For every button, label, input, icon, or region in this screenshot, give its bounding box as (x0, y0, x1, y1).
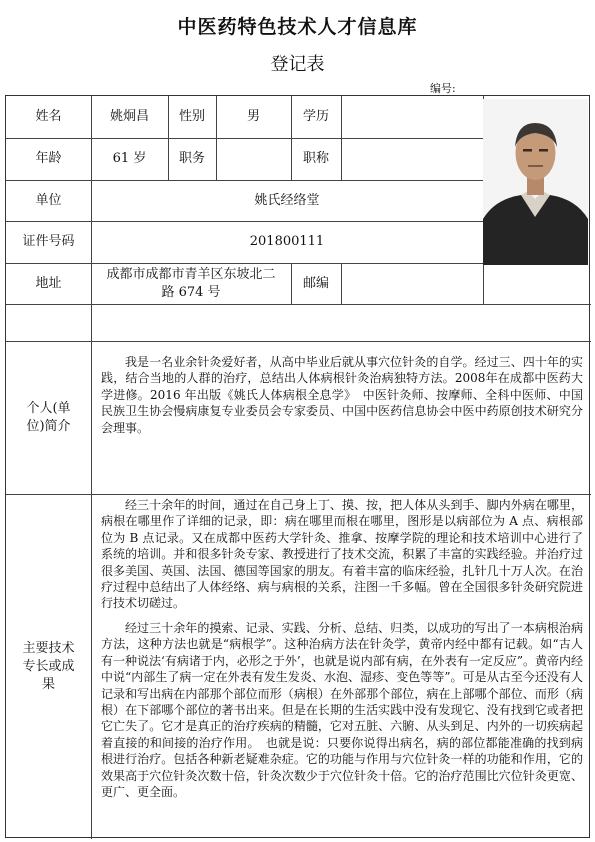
education-value (341, 96, 483, 138)
age-label: 年龄 (35, 151, 62, 166)
expertise-paragraph-2: 经过三十余年的摸索、记录、实践、分析、总结、归类，以成功的写出了一本病根治病方法，这种方法也就是“病根学”。这种治病方法在针灸学，黄帝内经中都有记载。如“古人有一种说法‘有病诸于内，必形之于外’，也就是说内部有病，在外表有一定反应”。黄帝内经中说“内部生了病一定在外表有发生发炎、水泡、湿疹、变色等等”。可是从古至今还没有人记录和写出病在内部那个部位而形（病根）在外部那个部位，病在上部哪个部位、而形（病根）在下部哪个部位的著书出来。但是在长期的生活实践中没有发现它、没有找到它或者把它亡失了。它才是真正的治疗疾病的精髓，它对五脏、六腑、从头到足、内外的一切疾病起着直接的和间接的治疗作用。 也就是说：只要你说得出病名，病的部位都能准确的找到病根进行治疗。包括各种新老疑难杂症。它的功能与作用与穴位针灸一样的功能和作用，它的效果高于穴位针灸次数十倍，针灸次数少于穴位针灸十倍。它的治疗范围比穴位针灸更宽、更广、更全面。 (101, 621, 583, 800)
postcode-value (341, 263, 483, 304)
portrait-icon (483, 99, 588, 265)
name-label: 姓名 (35, 109, 62, 124)
postcode-label: 邮编 (302, 275, 329, 291)
name-value: 姚炯昌 (109, 109, 149, 124)
gender-label: 性别 (178, 109, 205, 124)
intro-text: 我是一名业余针灸爱好者，从高中毕业后就从事穴位针灸的自学。经过三、四十年的实践，结合当地的人群的治疗，总结出人体病根针灸治病独特方法。2008年在成都中医药大学进修。2016 年出版《姚氏人体病根全息学》 中医针灸师、按摩师、全科中医师、中国民族卫生协会慢病康复专业委员会专家委员、中国中医药信息协会中医中药原创技术研究分会理事。 (101, 355, 583, 435)
id-label: 证件号码 (22, 234, 75, 249)
intro-label: 个人(单位)简介 (26, 400, 71, 434)
title-label: 职称 (302, 151, 329, 166)
position-label: 职务 (178, 151, 205, 166)
unit-label: 单位 (35, 192, 62, 208)
expertise-label: 主要技术专长或成果 (22, 640, 75, 692)
position-value (216, 138, 291, 180)
address-value: 成都市成都市青羊区东坡北二路 674 号 (106, 266, 276, 300)
document-title: 中医药特色技术人才信息库 (177, 16, 418, 38)
document-subtitle: 登记表 (270, 54, 325, 75)
gender-value: 男 (246, 109, 260, 124)
address-label: 地址 (35, 275, 62, 291)
portrait-photo (483, 99, 588, 265)
registration-form (5, 95, 590, 838)
unit-value: 姚氏经络堂 (254, 192, 320, 208)
age-value: 61 岁 (112, 151, 147, 166)
education-label: 学历 (302, 109, 329, 124)
expertise-paragraph-1: 经三十余年的时间，通过在自己身上丁、摸、按，把人体从头到手、脚内外病在哪里，病根在哪里作了详细的记录，即：病在哪里而根在哪里，图形是以病部位为 A 点、病根部位为 B 点记录。又在成都中医药大学针灸、推拿、按摩学院的理论和技术培训中心进行了系统的培训。并和很多针灸专家、教授进行了技术交流，积累了丰富的实践经验。并治疗过很多美国、英国、法国、德国等国家的朋友。有着丰富的临床经验，扎针几十万人次。在治疗过程中总结出了人体经络、病与病根的关系，注图一千多幅。曾在全国很多针灸研究院进行技术切磋过。 (101, 498, 583, 611)
serial-number-label: 编号: (430, 82, 456, 95)
id-value: 201800111 (249, 234, 325, 249)
title-value (341, 138, 483, 180)
